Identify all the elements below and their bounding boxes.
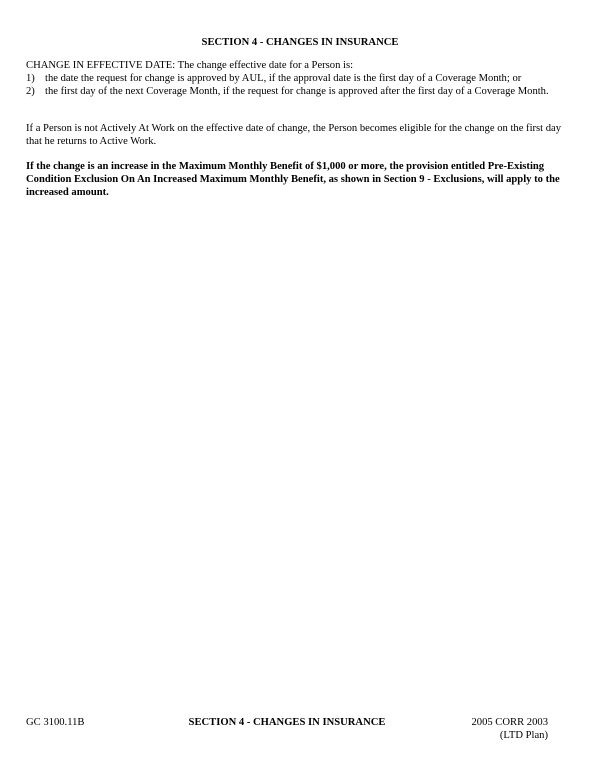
footer-form-number: GC 3100.11B <box>26 717 85 728</box>
list-item-text: the first day of the next Coverage Month, if the request for change is approved after the first day of a Coverage Month. <box>45 86 549 97</box>
list-item <box>26 85 571 98</box>
page-footer <box>26 716 548 746</box>
list-item-text: the date the request for change is approved by AUL, if the approval date is the first day of a Coverage Month; or <box>45 73 522 84</box>
footer-section-title: SECTION 4 - CHANGES IN INSURANCE <box>188 717 386 728</box>
page-title: SECTION 4 - CHANGES IN INSURANCE <box>201 37 399 48</box>
footer-plan: (LTD Plan) <box>499 730 548 741</box>
effective-date-intro: CHANGE IN EFFECTIVE DATE: The change effective date for a Person is: <box>26 60 354 71</box>
list-item-number: 2) <box>26 86 35 97</box>
benefit-increase-paragraph: If the change is an increase in the Maximum Monthly Benefit of $1,000 or more, the provision entitled Pre-Existing Condition Exclusion On An Increased Maximum Monthly Benefit, as shown in Section 9 - Exclusions, will apply to the increased amount. <box>26 161 560 198</box>
list-item-number: 1) <box>26 73 35 84</box>
effective-date-list <box>26 72 571 98</box>
footer-edition-block <box>471 716 548 742</box>
list-item <box>26 72 571 85</box>
actively-at-work-paragraph: If a Person is not Actively At Work on the effective date of change, the Person becomes eligible for the change on the first day that he returns to Active Work. <box>26 123 562 147</box>
footer-edition: 2005 CORR 2003 <box>471 717 548 728</box>
